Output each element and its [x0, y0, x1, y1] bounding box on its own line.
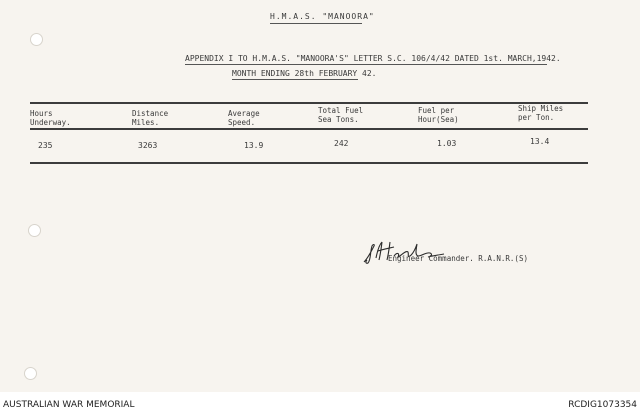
- header-distance-miles: Distance Miles.: [132, 109, 169, 127]
- table-cell: 242: [334, 139, 349, 148]
- archive-footer: [0, 392, 640, 415]
- footer-record-id: RCDIG1073354: [568, 400, 637, 410]
- table-cell: 13.4: [530, 137, 550, 146]
- punch-hole-top: [30, 33, 43, 46]
- table-bottom-rule: [30, 162, 588, 164]
- title-underline: [270, 23, 362, 24]
- appendix-underline: [185, 64, 547, 65]
- appendix-line: APPENDIX I TO H.M.A.S. "MANOORA'S" LETTER S.C. 106/4/42 DATED 1st. MARCH,1942.: [185, 54, 561, 63]
- header-average-speed: Average Speed.: [228, 109, 260, 127]
- table-header-rule: [30, 128, 588, 130]
- punch-hole-bottom: [24, 367, 37, 380]
- footer-institution: AUSTRALIAN WAR MEMORIAL: [3, 400, 135, 410]
- punch-hole-middle: [28, 224, 41, 237]
- signature-title: Engineer Commander. R.A.N.R.(S): [388, 254, 528, 263]
- document-title: H.M.A.S. "MANOORA": [270, 12, 375, 21]
- table-top-rule: [30, 102, 588, 104]
- month-line: MONTH ENDING 28th FEBRUARY 42.: [232, 69, 377, 78]
- table-cell: 235: [38, 141, 53, 150]
- header-fuel-per-hour: Fuel per Hour(Sea): [418, 106, 459, 124]
- table-cell: 13.9: [244, 141, 264, 150]
- header-hours-underway: Hours Underway.: [30, 109, 71, 127]
- header-total-fuel: Total Fuel Sea Tons.: [318, 106, 364, 124]
- header-ship-miles-per-ton: Ship Miles per Ton.: [518, 104, 564, 122]
- table-cell: 3263: [138, 141, 158, 150]
- month-underline: [232, 79, 358, 80]
- table-cell: 1.03: [437, 139, 457, 148]
